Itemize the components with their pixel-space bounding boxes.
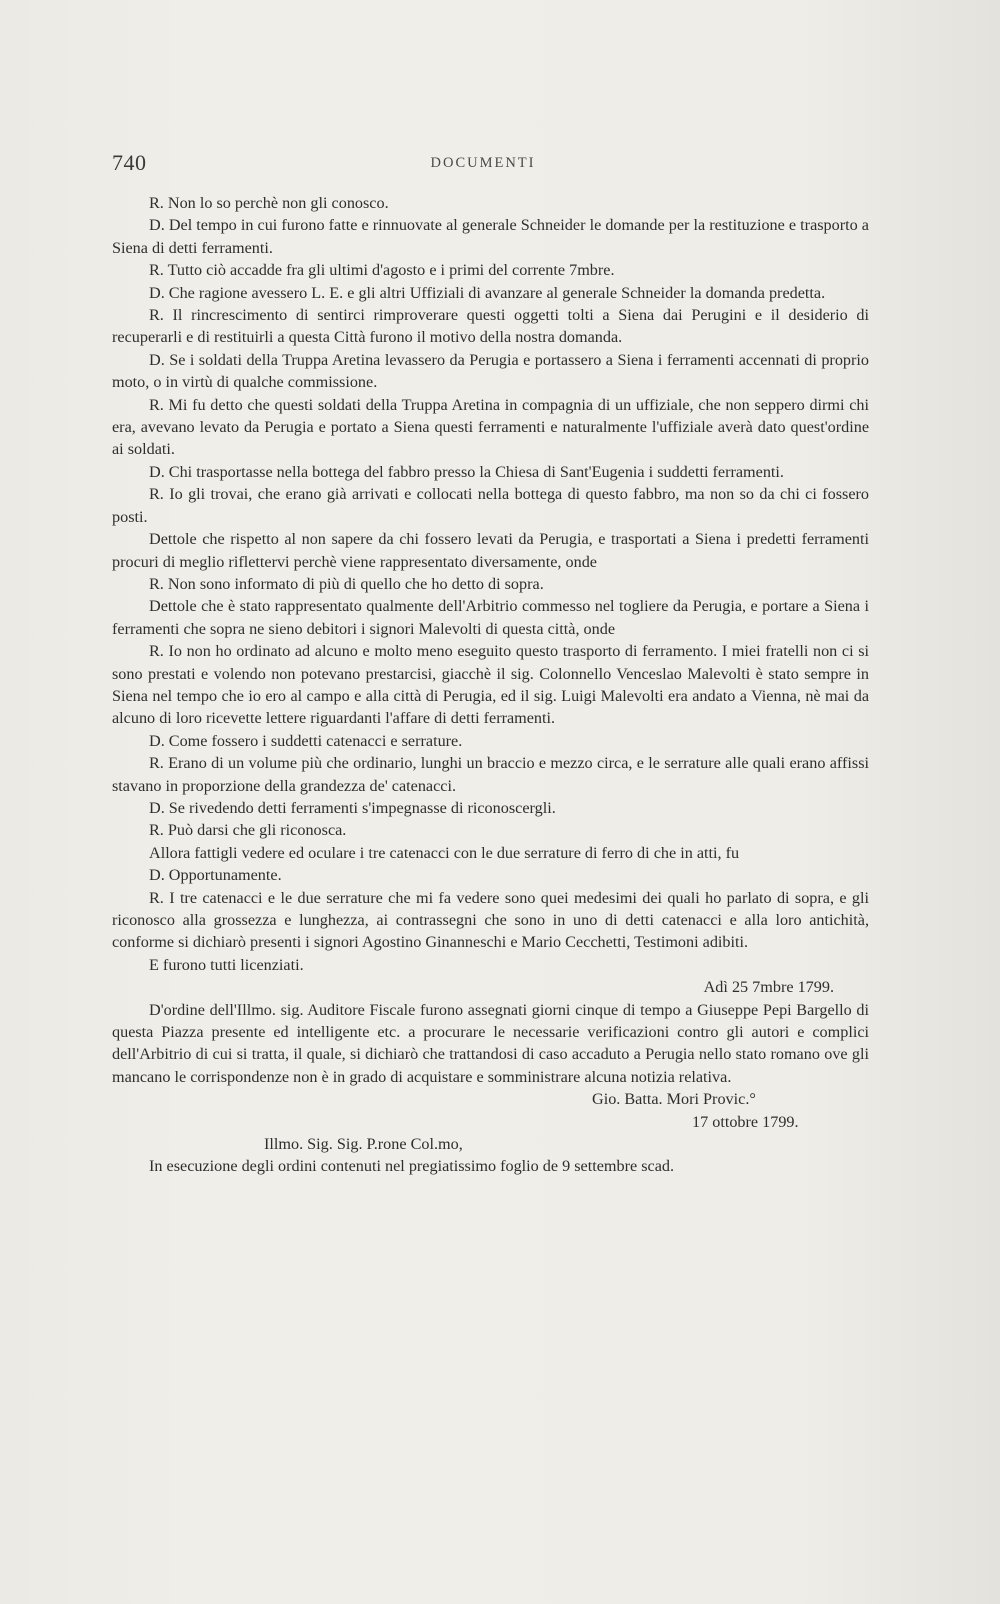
signature: Gio. Batta. Mori Provic.° <box>592 1090 756 1109</box>
salutation: Illmo. Sig. Sig. P.rone Col.mo, <box>264 1135 463 1154</box>
paragraph: R. Erano di un volume più che ordinario, lunghi un braccio e mezzo circa, e le serrature alle quali erano affissi stavano in proporzione della grandezza de' catenacci. <box>112 754 869 795</box>
paragraph: Allora fattigli vedere ed oculare i tre catenacci con le due serrature di ferro di che in atti, fu <box>149 843 740 862</box>
paragraph: R. Il rincrescimento di sentirci rimproverare questi oggetti tolti a Siena dai Perugini e il desiderio di recuperarli e di restituirli a questa Città furono il motivo della nostra domanda. <box>112 306 869 347</box>
letter-date: 17 ottobre 1799. <box>692 1112 799 1131</box>
page-number: 740 <box>112 150 147 175</box>
paragraph: D. Chi trasportasse nella bottega del fabbro presso la Chiesa di Sant'Eugenia i suddetti ferramenti. <box>149 462 784 481</box>
paragraph: D. Se i soldati della Truppa Aretina levassero da Perugia e portassero a Siena i ferramenti accennati di proprio moto, o in virtù di qualche commissione. <box>112 350 869 392</box>
paragraph: R. Io non ho ordinato ad alcuno e molto meno eseguito questo trasporto di ferramento. I miei fratelli non ci si sono prestati e volendo non potevano prestarcisi, giacchè il sig. Colonnello Venceslao Malevolti è stato sempre in Siena nel tempo che io ero al campo e alla città di Perugia, ed il sig. Luigi Malevolti era andato a Vienna, nè mai da alcuno di loro ricevette lettere riguardanti l'affare di detti ferramenti. <box>112 642 869 728</box>
paragraph: R. Mi fu detto che questi soldati della Truppa Aretina in compagnia di un uffiziale, che non seppero dirmi chi era, avevano levato da Perugia e portato a Siena questi ferramenti e naturalmente l'uffiziale averà dato quest'ordine ai soldati. <box>112 395 869 459</box>
paragraph: D. Del tempo in cui furono fatte e rinnuovate al generale Schneider le domande per la restituzione e trasporto a Siena di detti ferramenti. <box>112 216 869 257</box>
paragraph: D. Come fossero i suddetti catenacci e serrature. <box>149 731 463 750</box>
running-title: DOCUMENTI <box>430 155 536 171</box>
letter-opening: In esecuzione degli ordini contenuti nel pregiatissimo foglio de 9 settembre scad. <box>149 1157 675 1176</box>
paragraph: R. Non sono informato di più di quello che ho detto di sopra. <box>149 574 544 593</box>
paragraph: R. Può darsi che gli riconosca. <box>149 821 347 840</box>
paragraph: D. Che ragione avessero L. E. e gli altri Uffiziali di avanzare al generale Schneider la domanda predetta. <box>149 283 826 302</box>
date-line: Adì 25 7mbre 1799. <box>703 978 834 997</box>
paragraph: R. Non lo so perchè non gli conosco. <box>149 194 389 212</box>
paragraph: E furono tutti licenziati. <box>149 955 304 974</box>
paragraph: D. Se rivedendo detti ferramenti s'impegnasse di riconoscergli. <box>149 798 556 817</box>
paragraph: D. Opportunamente. <box>149 866 282 885</box>
body-text <box>112 192 869 1178</box>
paragraph: Dettole che è stato rappresentato qualmente dell'Arbitrio commesso nel togliere da Perugia, e portare a Siena i ferramenti che sopra ne sieno debitori i signori Malevolti di questa città, onde <box>112 597 869 638</box>
order-paragraph: D'ordine dell'Illmo. sig. Auditore Fiscale furono assegnati giorni cinque di tempo a Giuseppe Pepi Bargello di questa Piazza presente ed intelligente etc. a procurare le necessarie verificazioni contro gli autori e complici dell'Arbitrio di cui si tratta, il quale, si dichiarò che trattandosi di caso accaduto a Perugia nello stato romano ove gli mancano le corrispondenze non è in grado di acquistare e somministrare alcuna notizia relativa. <box>112 1000 869 1086</box>
page-header <box>112 150 854 180</box>
paragraph: R. Tutto ciò accadde fra gli ultimi d'agosto e i primi del corrente 7mbre. <box>149 261 615 280</box>
paragraph: Dettole che rispetto al non sapere da chi fossero levati da Perugia, e trasportati a Siena i predetti ferramenti procuri di meglio riflettervi perchè viene rappresentato diversamente, onde <box>112 530 869 571</box>
paragraph: R. I tre catenacci e le due serrature che mi fa vedere sono quei medesimi dei quali ho parlato di sopra, e gli riconosco alla grossezza e lunghezza, ai contrassegni che sono in uno di detti catenacci e alla loro antichità, conforme si dichiarò presenti i signori Agostino Ginanneschi e Mario Cecchetti, Testimoni adibiti. <box>112 888 869 952</box>
paragraph: R. Io gli trovai, che erano già arrivati e collocati nella bottega di questo fabbro, ma non so da chi ci fossero posti. <box>112 485 869 526</box>
